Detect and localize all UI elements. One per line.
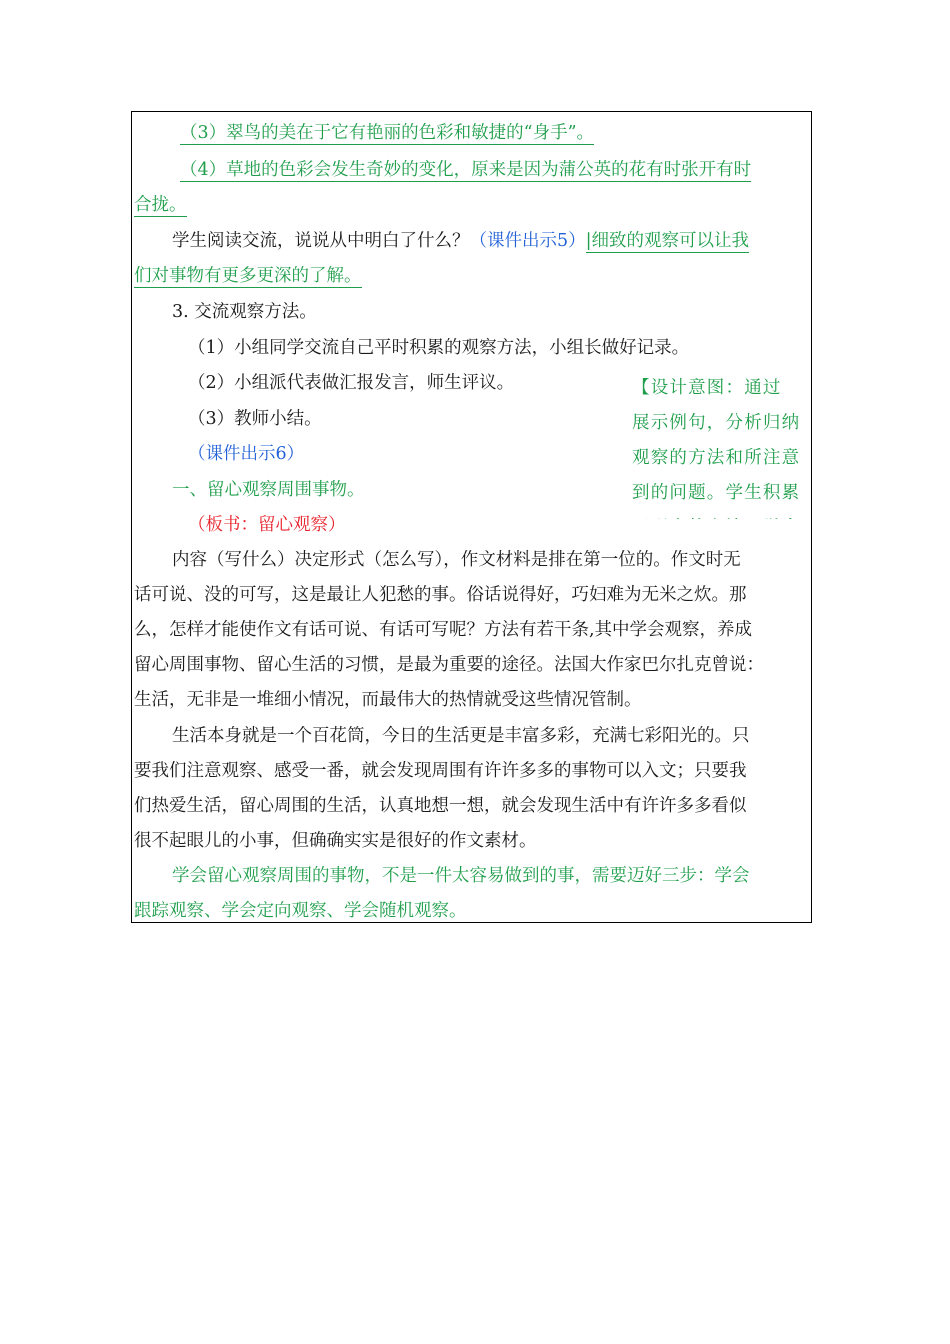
substep-1: （1）小组同学交流自己平时积累的观察方法，小组长做好记录。 bbox=[188, 338, 690, 358]
design-intent-line bbox=[632, 516, 800, 519]
blackboard-note: （板书：留心观察） bbox=[188, 515, 346, 535]
section-heading: 一、留心观察周围事物。 bbox=[172, 480, 365, 500]
step-3-heading: 3. 交流观察方法。 bbox=[172, 302, 317, 322]
insight-text-cont: 们对事物有更多更深的了解。 bbox=[134, 266, 362, 286]
point-4-line-cont bbox=[134, 193, 187, 217]
courseware-5-tag: （课件出示5） bbox=[469, 231, 586, 251]
para2-line: 很不起眼儿的小事，但确确实实是很好的作文素材。 bbox=[134, 831, 537, 851]
content-cell bbox=[131, 111, 812, 923]
para1-line: 话可说、没的可写，这是最让人犯愁的事。俗话说得好，巧妇难为无米之炊。那 bbox=[134, 585, 747, 605]
para1-line: 么，怎样才能使作文有话可说、有话可写呢？方法有若干条,其中学会观察，养成 bbox=[134, 620, 753, 640]
para2-line: 们热爱生活，留心周围的生活，认真地想一想，就会发现生活中有许许多多看似 bbox=[134, 796, 747, 816]
point-4-text: （4）草地的色彩会发生奇妙的变化，原来是因为蒲公英的花有时张开有时 bbox=[180, 160, 752, 180]
point-4-line bbox=[180, 158, 751, 182]
reading-exchange-line bbox=[172, 229, 749, 253]
point-4-text-cont: 合拢。 bbox=[134, 195, 187, 215]
design-intent-line: 到的问题。学生积累 bbox=[632, 483, 801, 503]
para3-line: 跟踪观察、学会定向观察、学会随机观察。 bbox=[134, 901, 467, 921]
para1-line: 留心周围事物、留心生活的习惯，是最为重要的途径。法国大作家巴尔扎克曾说： bbox=[134, 655, 764, 675]
design-intent-line: 展示例句，分析归纳 bbox=[632, 413, 801, 433]
para2-line: 要我们注意观察、感受一番，就会发现周围有许许多多的事物可以入文；只要我 bbox=[134, 761, 747, 781]
courseware-6-tag: （课件出示6） bbox=[188, 444, 305, 464]
para1-line: 内容（写什么）决定形式（怎么写），作文材料是排在第一位的。作文时无 bbox=[172, 550, 741, 570]
point-3-line bbox=[180, 121, 594, 145]
point-3-text: （3）翠鸟的美在于它有艳丽的色彩和敏捷的“身手”。 bbox=[180, 123, 595, 143]
design-intent-line: 观察的方法和所注意 bbox=[632, 448, 801, 468]
insight-text: |细致的观察可以让我 bbox=[585, 231, 750, 251]
para1-line: 生活，无非是一堆细小情况，而最伟大的热情就受这些情况管制。 bbox=[134, 690, 642, 710]
design-intent-box bbox=[632, 374, 814, 519]
para3-line: 学会留心观察周围的事物，不是一件太容易做到的事，需要迈好三步：学会 bbox=[172, 866, 750, 886]
reading-exchange-text: 学生阅读交流，说说从中明白了什么？ bbox=[172, 231, 470, 251]
substep-2: （2）小组派代表做汇报发言，师生评议。 bbox=[188, 373, 515, 393]
design-intent-line: 【设计意图：通过 bbox=[632, 378, 782, 398]
substep-3: （3）教师小结。 bbox=[188, 409, 322, 429]
para2-line: 生活本身就是一个百花筒，今日的生活更是丰富多彩，充满七彩阳光的。只 bbox=[172, 726, 750, 746]
insight-line-cont bbox=[134, 264, 362, 288]
